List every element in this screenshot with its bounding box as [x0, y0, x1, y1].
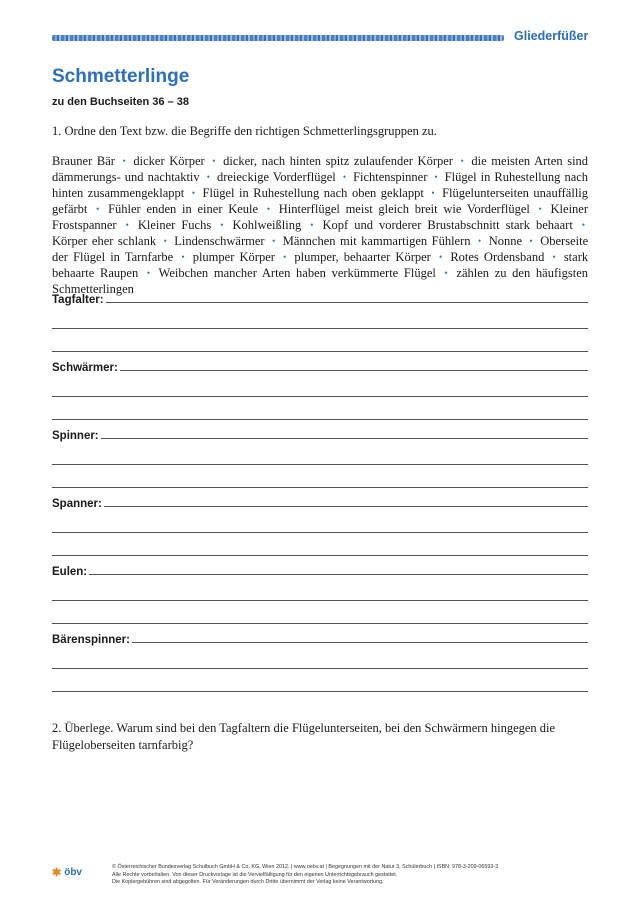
- bullet-separator: •: [206, 172, 210, 182]
- answer-label-line[interactable]: [52, 560, 588, 578]
- term-item: Oberseite der Flügel in Tarnfarbe: [52, 234, 589, 264]
- term-item: Kohlweißling: [232, 218, 302, 232]
- answer-label-line[interactable]: [52, 628, 588, 646]
- term-item: Flügelunterseiten unauffällig gefärbt: [52, 186, 589, 216]
- group-label: Bärenspinner:: [52, 634, 130, 646]
- bullet-separator: •: [439, 252, 443, 262]
- answer-line[interactable]: [52, 329, 588, 352]
- term-item: Kleiner Frostspanner: [52, 202, 589, 232]
- bullet-separator: •: [529, 236, 533, 246]
- term-item: Hinterflügel meist gleich breit wie Vorderflügel: [278, 202, 530, 216]
- footer-copyright: [112, 864, 582, 887]
- term-item: Fichtenspinner: [353, 170, 428, 184]
- term-item: Kleiner Fuchs: [137, 218, 212, 232]
- answer-group: [52, 492, 588, 556]
- term-item: plumper, behaarter Körper: [294, 250, 431, 264]
- answer-line[interactable]: [52, 601, 588, 624]
- term-item: Fühler enden in einer Keule: [108, 202, 259, 216]
- bullet-separator: •: [460, 156, 464, 166]
- answer-group: [52, 628, 588, 692]
- answer-line[interactable]: [106, 290, 588, 303]
- bullet-separator: •: [272, 236, 276, 246]
- task-2-question: 2. Überlege. Warum sind bei den Tagfaltern die Flügelunterseiten, bei den Schwärmern hingegen die Flügeloberseiten tarnfarbig?: [52, 721, 556, 752]
- term-item: plumper Körper: [192, 250, 275, 264]
- footer-line: Alle Rechte vorbehalten. Von dieser Druckvorlage ist die Vervielfältigung für den eigenen Unterrichtsgebrauch gestattet.: [112, 871, 398, 878]
- term-item: Kopf und vorderer Brustabschnitt stark behaart: [322, 218, 573, 232]
- term-item: dicker Körper: [133, 154, 205, 168]
- group-label: Schwärmer:: [52, 362, 118, 374]
- bullet-separator: •: [431, 188, 435, 198]
- answer-label-line[interactable]: [52, 424, 588, 442]
- answer-line[interactable]: [52, 306, 588, 329]
- page-title: Schmetterlinge: [52, 66, 190, 87]
- term-item: Lindenschwärmer: [174, 234, 265, 248]
- term-item: Weibchen mancher Arten haben verkümmerte Flügel: [158, 266, 436, 280]
- section-label: Gliederfüßer: [514, 29, 589, 43]
- term-item: Brauner Bär: [52, 154, 115, 168]
- bullet-separator: •: [434, 172, 438, 182]
- bullet-separator: •: [552, 252, 556, 262]
- answer-line[interactable]: [120, 358, 588, 371]
- bullet-separator: •: [163, 236, 167, 246]
- answer-line[interactable]: [89, 562, 588, 575]
- header-decoration-bar: [52, 35, 504, 41]
- bullet-separator: •: [478, 236, 482, 246]
- term-item: Flügel in Ruhestellung nach hinten zusammengeklappt: [52, 170, 589, 200]
- bullet-separator: •: [581, 220, 585, 230]
- bullet-separator: •: [310, 220, 314, 230]
- answer-label-line[interactable]: [52, 356, 588, 374]
- term-item: stark behaarte Raupen: [52, 250, 589, 280]
- answer-line[interactable]: [104, 494, 588, 507]
- term-item: Männchen mit kammartigen Fühlern: [282, 234, 471, 248]
- answer-group: [52, 560, 588, 624]
- bullet-separator: •: [125, 220, 129, 230]
- answer-group: [52, 424, 588, 488]
- answer-line[interactable]: [101, 426, 588, 439]
- answer-line[interactable]: [52, 510, 588, 533]
- answer-label-line[interactable]: [52, 492, 588, 510]
- term-item: zählen zu den häufigsten Schmetterlingen: [52, 266, 588, 296]
- answer-line[interactable]: [52, 578, 588, 601]
- bullet-separator: •: [283, 252, 287, 262]
- term-item: dicker, nach hinten spitz zulaufender Körper: [223, 154, 453, 168]
- term-item: dreieckige Vorderflügel: [216, 170, 336, 184]
- publisher-logo: [52, 866, 82, 879]
- bullet-separator: •: [538, 204, 542, 214]
- group-label: Spanner:: [52, 498, 102, 510]
- answer-line[interactable]: [52, 533, 588, 556]
- bullet-separator: •: [146, 268, 151, 278]
- bullet-separator: •: [191, 188, 195, 198]
- page-subtitle: zu den Buchseiten 36 – 38: [52, 96, 189, 108]
- term-item: Nonne: [488, 234, 523, 248]
- task-1-instruction: 1. Ordne den Text bzw. die Begriffe den richtigen Schmetterlingsgruppen zu.: [52, 124, 437, 138]
- answer-line[interactable]: [52, 669, 588, 692]
- group-label: Eulen:: [52, 566, 88, 578]
- term-item: Körper eher schlank: [52, 234, 157, 248]
- footer-line: © Österreichischer Bundesverlag Schulbuch GmbH & Co. KG, Wien 2012. | www.oebv.at | Begegnungen mit der Natur 3, Schülerbuch | ISBN: 978-3-209-06593-3: [112, 864, 499, 870]
- footer-line: Die Kopiergebühren sind abgegolten. Für Veränderungen durch Dritte übernimmt der Verlag keine Verantwortung.: [112, 879, 384, 886]
- bullet-separator: •: [342, 172, 346, 182]
- logo-text: öbv: [64, 867, 82, 878]
- group-label: Tagfalter:: [52, 294, 104, 306]
- bullet-separator: •: [266, 204, 270, 214]
- answer-line[interactable]: [132, 630, 588, 643]
- term-item: die meisten Arten sind dämmerungs- und nachtaktiv: [52, 154, 589, 184]
- term-item: Rotes Ordensband: [450, 250, 545, 264]
- logo-mark-icon: ✱: [52, 867, 62, 879]
- answer-line[interactable]: [52, 646, 588, 669]
- bullet-separator: •: [122, 156, 126, 166]
- answer-group: [52, 288, 588, 352]
- bullet-separator: •: [181, 252, 185, 262]
- term-item: Flügel in Ruhestellung nach oben geklappt: [202, 186, 424, 200]
- term-list: [52, 153, 588, 297]
- answer-line[interactable]: [52, 374, 588, 397]
- bullet-separator: •: [212, 156, 216, 166]
- answer-label-line[interactable]: [52, 288, 588, 306]
- answer-line[interactable]: [52, 397, 588, 420]
- bullet-separator: •: [96, 204, 100, 214]
- bullet-separator: •: [444, 268, 448, 278]
- bullet-separator: •: [220, 220, 224, 230]
- answer-line[interactable]: [52, 442, 588, 465]
- answer-line[interactable]: [52, 465, 588, 488]
- answer-group: [52, 356, 588, 420]
- group-label: Spinner:: [52, 430, 99, 442]
